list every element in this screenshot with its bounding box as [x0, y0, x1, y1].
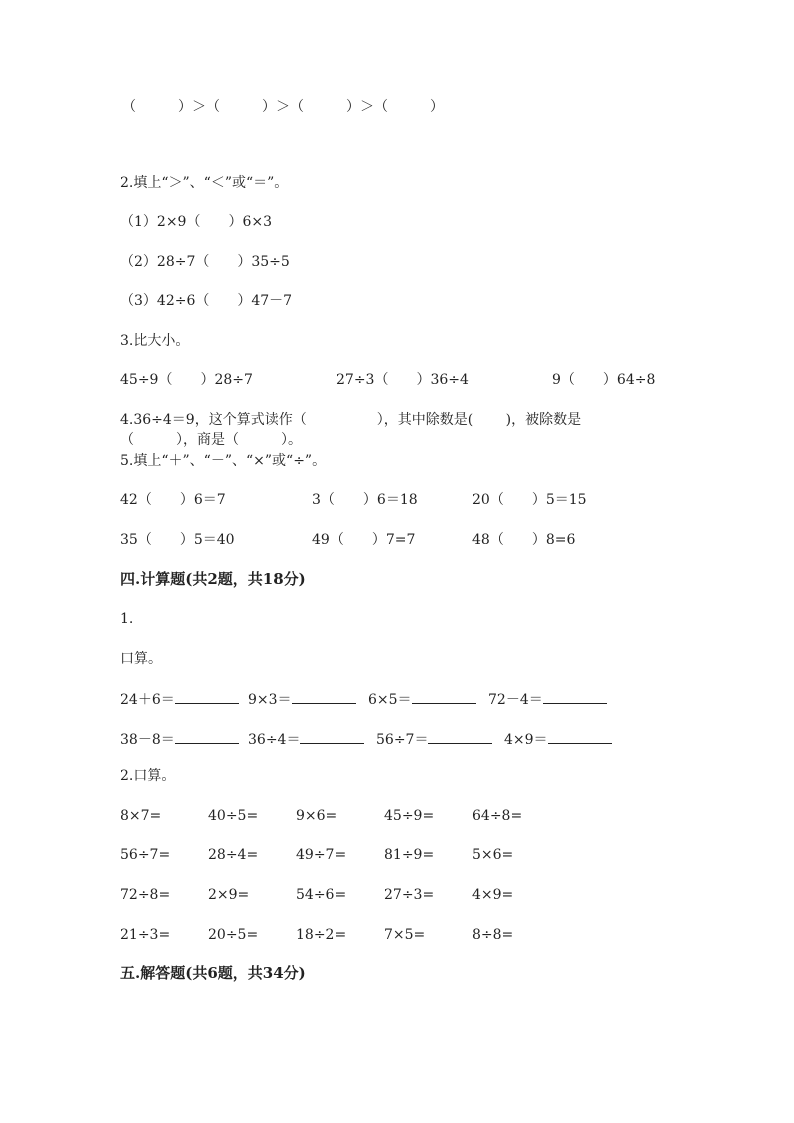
q4-line-1: 4.36÷4＝9，这个算式读作（ ），其中除数是( )，被除数是: [120, 412, 582, 428]
grid-cell: 40÷5=: [208, 808, 259, 824]
grid-cell: 45÷9=: [384, 808, 435, 824]
grid-cell: 27÷3=: [384, 887, 435, 903]
s4-q1-title: 口算。: [120, 651, 162, 667]
q5-r1-c3: 20（ ）5＝15: [472, 492, 587, 508]
answer-blank[interactable]: [292, 689, 356, 704]
section-4-heading: 四.计算题(共2题，共18分): [120, 570, 306, 588]
grid-cell: 21÷3=: [120, 927, 171, 943]
answer-blank[interactable]: [175, 729, 239, 744]
q5-r2-c2: 49（ ）7=7: [312, 532, 416, 548]
grid-cell: 2×9=: [208, 887, 250, 903]
grid-cell: 7×5=: [384, 927, 426, 943]
s4-q1-number: 1.: [120, 611, 134, 627]
answer-blank[interactable]: [428, 729, 492, 744]
q3-item-1: 45÷9（ ）28÷7: [120, 372, 253, 388]
s4-q1-r2-c1: 38－8＝: [120, 729, 239, 749]
q5-r1-c1: 42（ ）6＝7: [120, 492, 226, 508]
q4-line-2: （ ），商是（ ）。: [120, 432, 302, 448]
q2-item-1: （1）2×9（ ）6×3: [120, 214, 272, 230]
grid-cell: 9×6=: [296, 808, 338, 824]
grid-cell: 56÷7=: [120, 847, 171, 863]
grid-cell: 20÷5=: [208, 927, 259, 943]
s4-q1-r1-c3: 6×5＝: [368, 689, 476, 709]
q3-item-2: 27÷3（ ）36÷4: [336, 372, 469, 388]
s4-q1-r1-c1: 24＋6＝: [120, 689, 239, 709]
q5-r2-c1: 35（ ）5＝40: [120, 532, 235, 548]
grid-cell: 4×9=: [472, 887, 514, 903]
answer-blank[interactable]: [548, 729, 612, 744]
q5-r2-c3: 48（ ）8=6: [472, 532, 576, 548]
q3-title: 3.比大小。: [120, 333, 190, 349]
s4-q1-r2-c4: 4×9＝: [504, 729, 612, 749]
answer-blank[interactable]: [300, 729, 364, 744]
s4-q1-r2-c3: 56÷7＝: [376, 729, 492, 749]
answer-blank[interactable]: [412, 689, 476, 704]
answer-blank[interactable]: [543, 689, 607, 704]
q5-title: 5.填上“＋”、“－”、“×”或“÷”。: [120, 453, 327, 469]
grid-cell: 8÷8=: [472, 927, 514, 943]
order-blanks: （ ）＞（ ）＞（ ）＞（ ）: [122, 99, 444, 115]
q3-item-3: 9（ ）64÷8: [552, 372, 656, 388]
grid-cell: 81÷9=: [384, 847, 435, 863]
section-5-heading: 五.解答题(共6题，共34分): [120, 964, 306, 982]
q2-title: 2.填上“＞”、“＜”或“＝”。: [120, 175, 289, 191]
s4-q2-title: 2.口算。: [120, 768, 176, 784]
grid-cell: 28÷4=: [208, 847, 259, 863]
grid-cell: 64÷8=: [472, 808, 523, 824]
s4-q1-r1-c2: 9×3＝: [248, 689, 356, 709]
q2-item-3: （3）42÷6（ ）47－7: [120, 293, 293, 309]
answer-blank[interactable]: [175, 689, 239, 704]
grid-cell: 5×6=: [472, 847, 514, 863]
q2-item-2: （2）28÷7（ ）35÷5: [120, 254, 290, 270]
grid-cell: 54÷6=: [296, 887, 347, 903]
grid-cell: 72÷8=: [120, 887, 171, 903]
grid-cell: 8×7=: [120, 808, 162, 824]
s4-q1-r2-c2: 36÷4＝: [248, 729, 364, 749]
q5-r1-c2: 3（ ）6＝18: [312, 492, 418, 508]
s4-q1-r1-c4: 72－4＝: [488, 689, 607, 709]
grid-cell: 49÷7=: [296, 847, 347, 863]
grid-cell: 18÷2=: [296, 927, 347, 943]
